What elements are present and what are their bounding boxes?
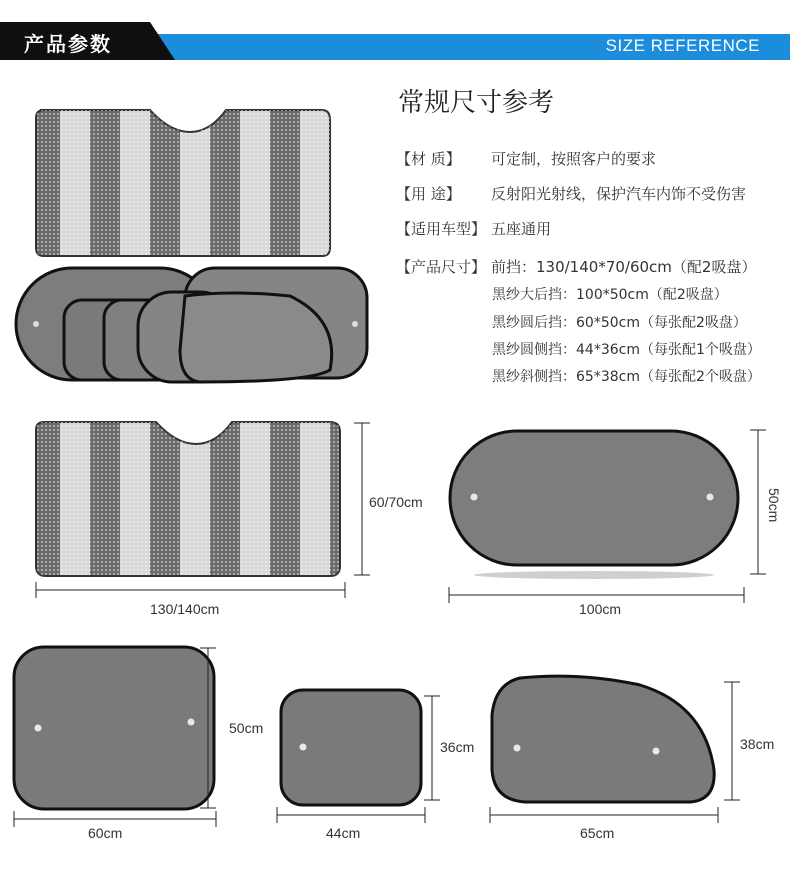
size-line-rear-round: 黑纱圆后挡：60*50cm（每张配2吸盘） xyxy=(492,315,747,331)
spec-row-vehicle: 【适用车型】 五座通用 xyxy=(396,220,552,238)
side-slant-width-label: 65cm xyxy=(580,825,615,841)
rear-round-shade xyxy=(14,647,216,827)
front-shade xyxy=(36,422,370,598)
spec-row-material: 【材 质】 可定制，按照客户的要求 xyxy=(396,150,657,168)
size-line-rear-large: 黑纱大后挡：100*50cm（配2吸盘） xyxy=(492,287,728,303)
rear-round-height-label: 50cm xyxy=(229,720,264,736)
header-subtitle: SIZE REFERENCE xyxy=(605,36,760,55)
side-slant-shade xyxy=(490,676,740,823)
size-line-side-round: 黑纱圆侧挡：44*36cm（每张配1个吸盘） xyxy=(492,342,761,358)
rear-large-shade xyxy=(449,430,766,603)
header-title: 产品参数 xyxy=(24,32,112,56)
front-width-label: 130/140cm xyxy=(150,601,220,617)
spec-row-size: 【产品尺寸】 前挡：130/140*70/60cm（配2吸盘） xyxy=(396,258,757,276)
mesh-shades-group xyxy=(16,268,367,382)
rear-large-height-label: 50cm xyxy=(766,488,782,523)
front-shade-preview xyxy=(36,110,330,256)
rear-large-width-label: 100cm xyxy=(579,601,622,617)
side-round-shade xyxy=(277,690,440,823)
front-height-label: 60/70cm xyxy=(369,494,423,510)
side-slant-height-label: 38cm xyxy=(740,736,775,752)
rear-round-width-label: 60cm xyxy=(88,825,123,841)
size-line-side-slant: 黑纱斜侧挡：65*38cm（每张配2个吸盘） xyxy=(492,369,761,385)
spec-row-usage: 【用 途】 反射阳光射线，保护汽车内饰不受伤害 xyxy=(396,185,747,203)
side-round-height-label: 36cm xyxy=(440,739,475,755)
side-round-width-label: 44cm xyxy=(326,825,361,841)
spec-title: 常规尺寸参考 xyxy=(398,88,555,118)
